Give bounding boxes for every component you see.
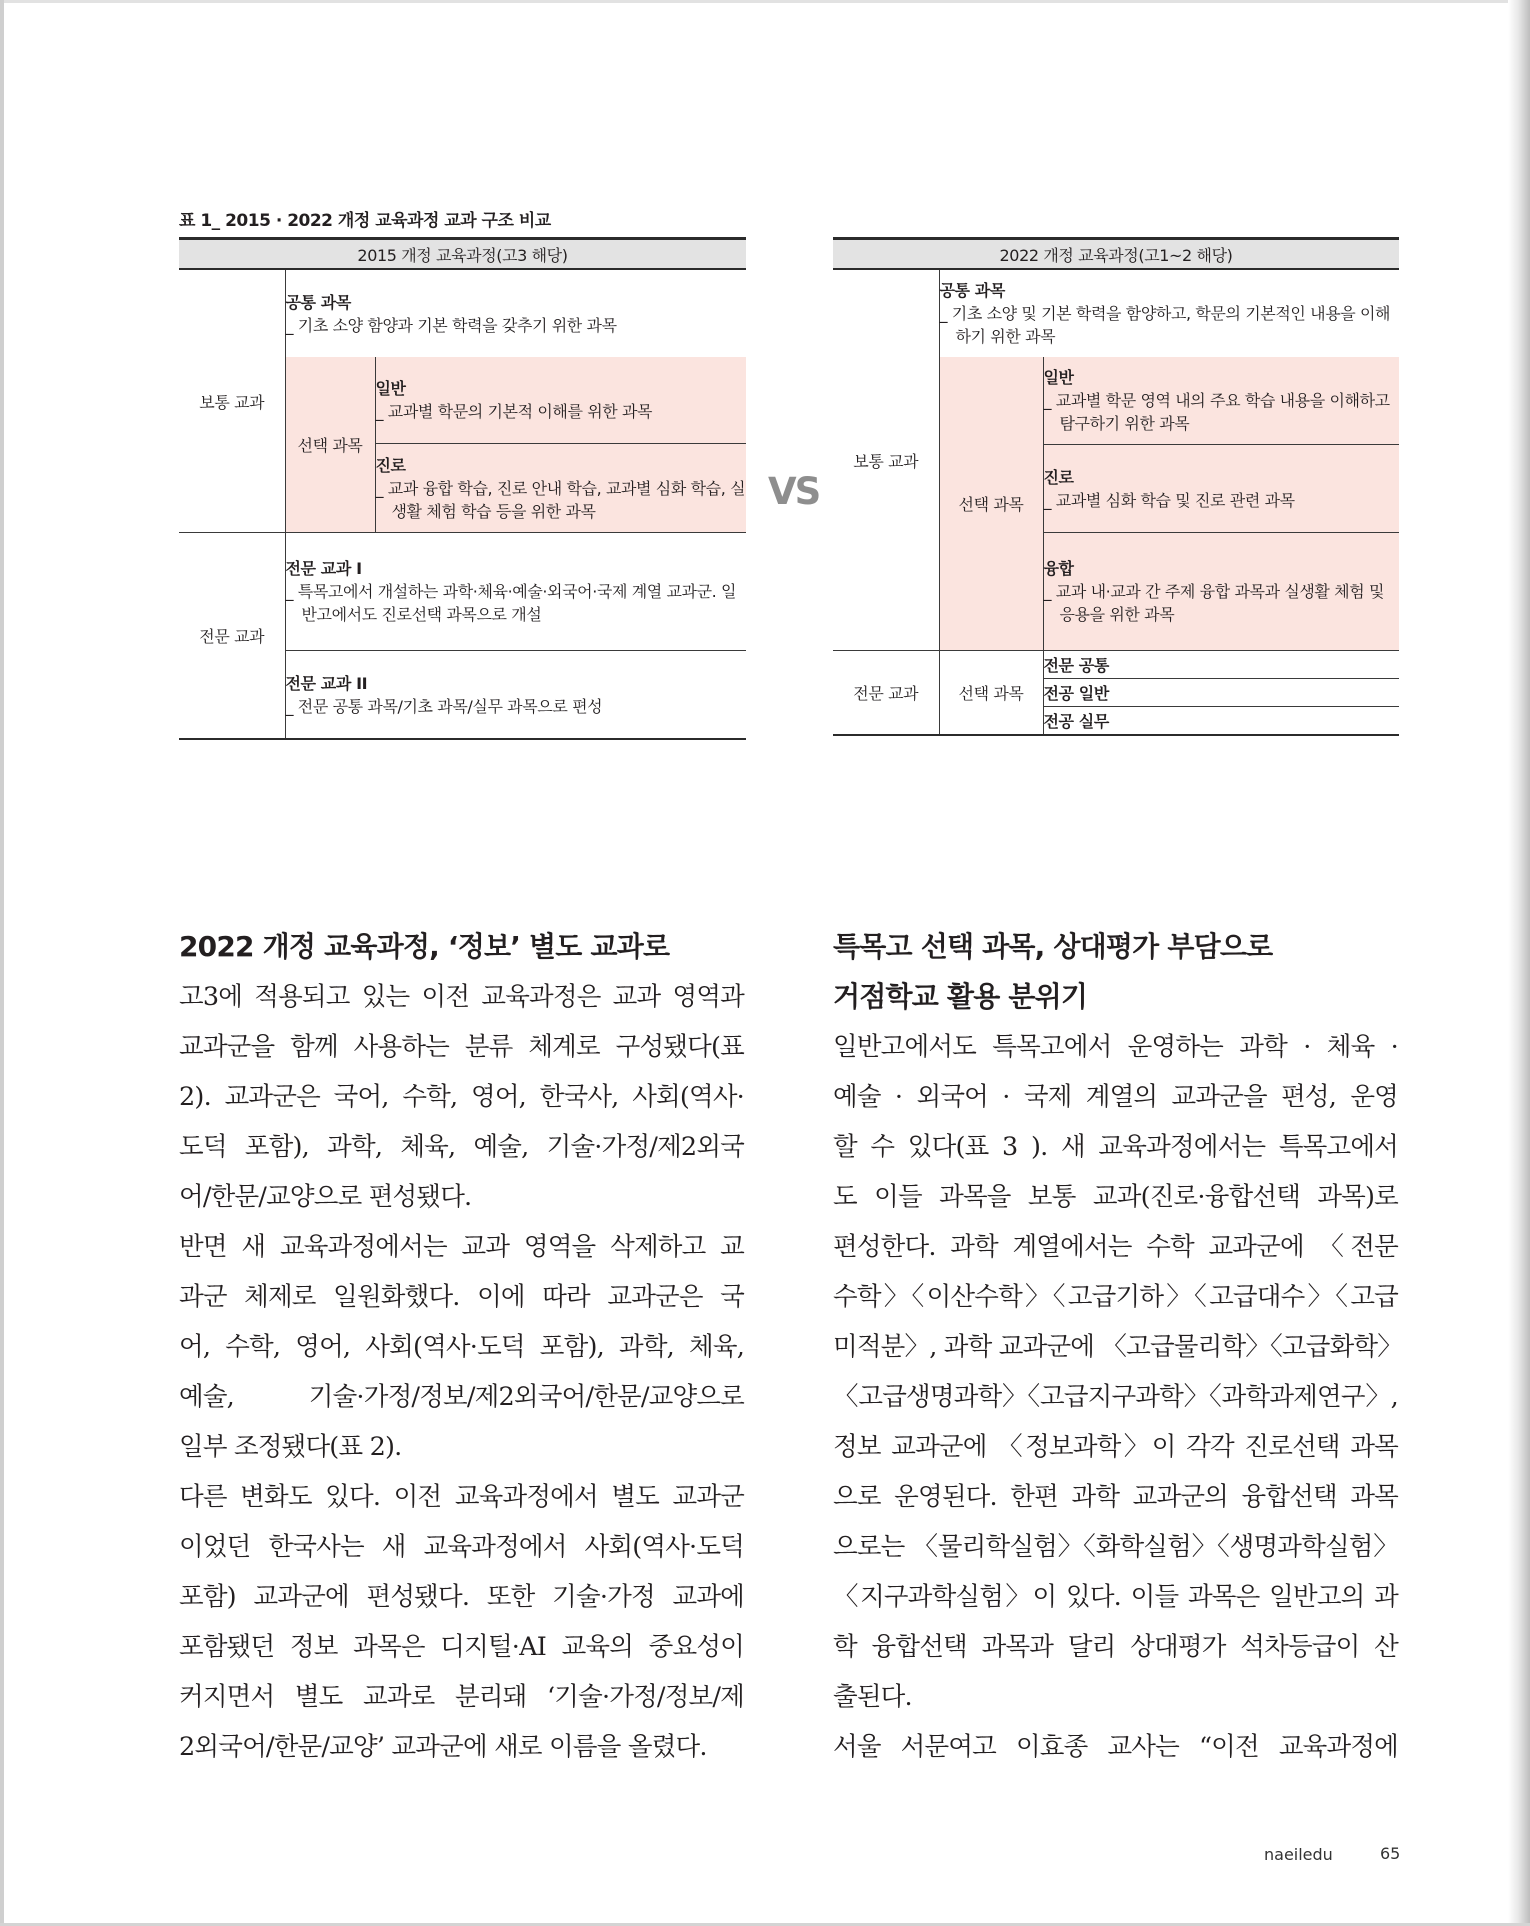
career-elective-desc: _ 교과 융합 학습, 진로 안내 학습, 교과별 심화 학습, 실생활 체험 학습 등을 위한 과목 [375,478,746,521]
elective-subject-label: 선택 과목 [285,357,375,533]
table-caption: 표 1_ 2015 · 2022 개정 교육과정 교과 구조 비교 [179,211,551,231]
career-elective-desc-2022: _ 교과별 심화 학습 및 진로 관련 과목 [1043,490,1295,510]
common-subject-cell [285,269,746,357]
page-edge-right [1508,0,1530,1926]
body-line: 고3에 적용되고 있는 이전 교육과정은 교과 영역과 [179,982,744,1012]
general-elective-title: 일반 [375,379,406,398]
career-elective-cell-2022 [1043,445,1399,533]
career-elective-cell [375,444,746,533]
body-line: 일반고에서도 특목고에서 운영하는 과학 · 체육 · [833,1032,1398,1062]
body-line: 으로 운영된다. 한편 과학 교과군의 융합선택 과목 [833,1482,1398,1512]
table-2015 [179,237,746,740]
common-subject-title-2022: 공통 과목 [939,281,1005,300]
page-number: 65 [1380,1844,1401,1863]
table-2015-header: 2015 개정 교육과정(고3 해당) [179,239,746,270]
body-line: 으로는 〈물리학실험〉〈화학실험〉〈생명과학실험〉 [833,1532,1398,1562]
body-line: 일부 조정됐다(표 2). [179,1432,402,1462]
common-subject-desc-2022: _ 기초 소양 및 기본 학력을 함양하고, 학문의 기본적인 내용을 이해하기 위한 과목 [939,304,1391,346]
vocational-elective-label-2022: 선택 과목 [939,651,1043,736]
body-line: 포함됐던 정보 과목은 디지털·AI 교육의 중요성이 [179,1632,744,1662]
body-line: 2외국어/한문/교양’ 교과군에 새로 이름을 올렸다. [179,1732,707,1762]
right-column [833,922,1402,1772]
body-line: 2). 교과군은 국어, 수학, 영어, 한국사, 사회(역사· [179,1082,744,1112]
body-line: 학 융합선택 과목과 달리 상대평가 석차등급이 산 [833,1632,1398,1662]
vs-label: VS [768,470,820,513]
body-line: 커지면서 별도 교과로 분리돼 ‘기술·가정/정보/제 [179,1682,744,1712]
common-subject-desc: _ 기초 소양 함양과 기본 학력을 갖추기 위한 과목 [285,315,617,335]
vocational-2-title: 전문 교과 II [285,673,368,693]
vocational-2-desc: _ 전문 공통 과목/기초 과목/실무 과목으로 편성 [285,696,603,716]
left-column [179,922,744,1772]
body-line: 편성한다. 과학 계열에서는 수학 교과군에 〈전문 [833,1232,1398,1262]
body-line: 예술, 기술·가정/정보/제2외국어/한문/교양으로 [179,1382,744,1412]
body-line: 〈고급생명과학〉〈고급지구과학〉〈과학과제연구〉, [833,1382,1398,1412]
general-elective-desc: _ 교과별 학문의 기본적 이해를 위한 과목 [375,402,653,421]
body-line: 어/한문/교양으로 편성됐다. [179,1182,472,1212]
footer-brand: naeiledu [1264,1845,1333,1864]
body-line: 도 이들 과목을 보통 교과(진로·융합선택 과목)로 [833,1182,1398,1212]
body-line: 다른 변화도 있다. 이전 교육과정에서 별도 교과군 [179,1482,744,1512]
right-heading-line-1: 특목고 선택 과목, 상대평가 부담으로 [833,930,1273,963]
common-subject-title: 공통 과목 [285,292,351,312]
vocational-item: 전문 공통 [1043,651,1399,679]
vocational-1-title: 전문 교과 I [285,559,362,578]
vocational-2-cell [285,651,746,740]
body-line: 교과군을 함께 사용하는 분류 체계로 구성됐다(표 [179,1032,744,1062]
body-line: 예술 · 외국어 · 국제 계열의 교과군을 편성, 운영 [833,1082,1398,1112]
career-elective-title-2022: 진로 [1043,467,1074,487]
left-heading: 2022 개정 교육과정, ‘정보’ 별도 교과로 [179,930,670,963]
vocational-subject-label: 전문 교과 [179,533,285,740]
general-subject-label-2022: 보통 교과 [833,269,939,651]
vocational-item: 전공 일반 [1043,679,1399,707]
elective-subject-label-2022: 선택 과목 [939,357,1043,651]
body-line: 수학〉〈이산수학〉〈고급기하〉〈고급대수〉〈고급 [833,1282,1398,1312]
vocational-item: 전공 실무 [1043,707,1399,736]
vocational-subject-label-2022: 전문 교과 [833,651,939,736]
fusion-elective-title-2022: 융합 [1043,559,1074,578]
body-line: 포함) 교과군에 편성됐다. 또한 기술·가정 교과에 [179,1582,744,1612]
body-line: 할 수 있다(표 3 ). 새 교육과정에서는 특목고에서 [833,1132,1398,1162]
table-2022-header: 2022 개정 교육과정(고1~2 해당) [833,239,1399,270]
body-line: 이었던 한국사는 새 교육과정에서 사회(역사·도덕 [179,1532,744,1562]
fusion-elective-desc-2022: _ 교과 내·교과 간 주제 융합 과목과 실생활 체험 및 응용을 위한 과목 [1043,582,1385,624]
body-line: 〈지구과학실험〉이 있다. 이들 과목은 일반고의 과 [833,1582,1398,1612]
common-subject-cell-2022 [939,269,1399,357]
general-elective-cell [375,357,746,444]
body-line: 반면 새 교육과정에서는 교과 영역을 삭제하고 교 [179,1232,744,1262]
vocational-1-cell [285,533,746,651]
right-heading-line-2: 거점학교 활용 분위기 [833,980,1088,1013]
body-line: 도덕 포함), 과학, 체육, 예술, 기술·가정/제2외국 [179,1132,744,1162]
page-edge-left [0,0,4,1926]
body-line: 서울 서문여고 이효종 교사는 “이전 교육과정에 [833,1732,1398,1762]
table-2022 [833,237,1399,736]
body-line: 출된다. [833,1682,912,1712]
body-line: 과군 체제로 일원화했다. 이에 따라 교과군은 국 [179,1282,744,1312]
general-subject-label: 보통 교과 [179,269,285,533]
general-elective-desc-2022: _ 교과별 학문 영역 내의 주요 학습 내용을 이해하고 탐구하기 위한 과목 [1043,391,1390,433]
body-line: 어, 수학, 영어, 사회(역사·도덕 포함), 과학, 체육, [179,1332,744,1362]
body-line: 정보 교과군에 〈정보과학〉이 각각 진로선택 과목 [833,1432,1398,1462]
fusion-elective-cell-2022 [1043,533,1399,651]
vocational-1-desc: _ 특목고에서 개설하는 과학·체육·예술·외국어·국제 계열 교과군. 일반고에서도 진로선택 과목으로 개설 [285,582,737,624]
career-elective-title: 진로 [375,455,406,475]
general-elective-title-2022: 일반 [1043,368,1074,387]
general-elective-cell-2022 [1043,357,1399,445]
page-edge-top [0,0,1530,3]
body-line: 미적분〉, 과학 교과군에 〈고급물리학〉〈고급화학〉 [833,1332,1402,1362]
